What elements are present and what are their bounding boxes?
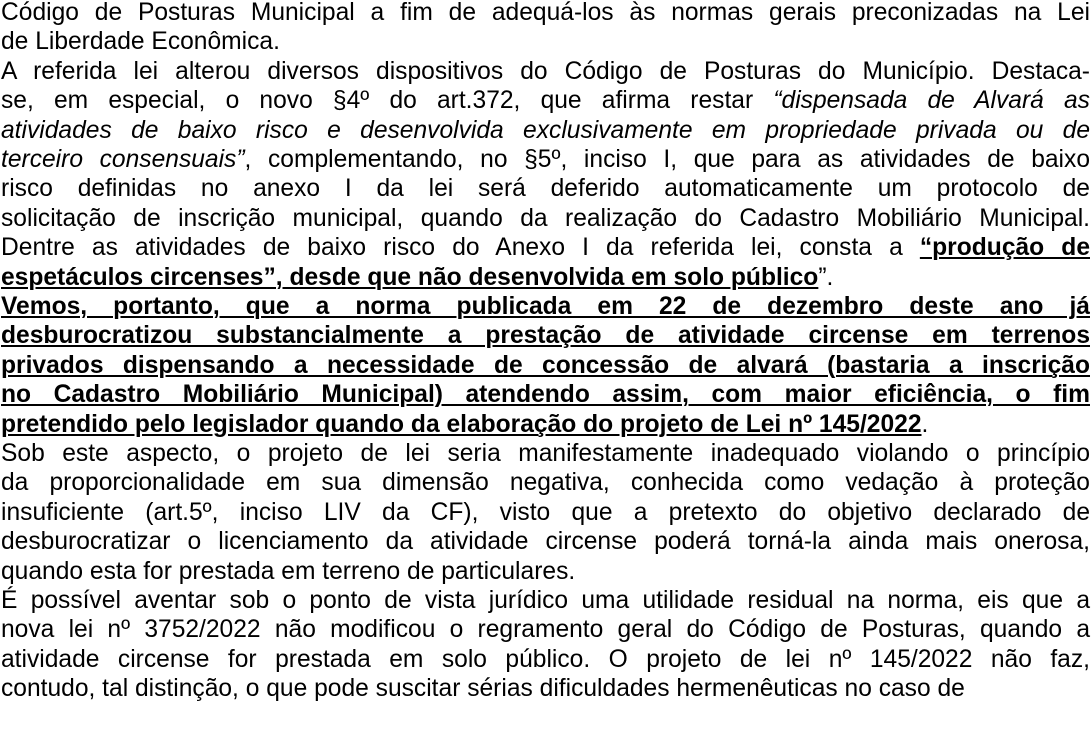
body-text: de Liberdade Econômica. [1,28,280,56]
emphasis-text: privados dispensando a necessidade de concessão de alvará (bastaria a inscrição [1,351,1090,379]
text-line [1,380,1090,409]
text-line [1,116,1090,145]
text-line [1,145,1090,174]
text-line [1,468,1090,497]
body-text: , complementando, no §5º, inciso I, que para as atividades de baixo [244,146,1090,173]
body-text: ”. [818,263,834,291]
text-line [1,0,1090,27]
text-line [1,615,1090,644]
body-text: Dentre as atividades de baixo risco do Anexo I da referida lei, consta a [1,234,920,262]
body-text: da proporcionalidade em sua dimensão negativa, conhecida como vedação à proteção [1,469,1090,497]
body-text: nova lei nº 3752/2022 não modificou o regramento geral do Código de Posturas, quando a [1,616,1090,644]
body-text: . [921,410,929,438]
body-text: insuficiente (art.5º, inciso LIV da CF), visto que a pretexto do objetivo declarado de [1,498,1090,526]
body-text: solicitação de inscrição municipal, quando da realização do Cadastro Mobiliário Municipal. [1,204,1090,232]
emphasis-text: pretendido pelo legislador quando da elaboração do projeto de Lei nº 145/2022 [1,410,922,438]
text-line [1,674,1090,703]
body-text: Código de Posturas Municipal a fim de adequá-los às normas gerais preconizadas na Lei [1,0,1090,26]
emphasis-text: no Cadastro Mobiliário Municipal) atendendo assim, com maior eficiência, o fim [1,381,1090,409]
text-line [1,439,1090,468]
text-line [1,351,1090,380]
quoted-text: terceiro consensuais” [1,146,245,173]
text-line [1,645,1090,674]
text-line [1,57,1090,86]
text-line [1,321,1090,350]
quoted-text: atividades de baixo risco e desenvolvida exclusivamente em propriedade privada ou de [1,116,1090,144]
text-line [1,527,1090,556]
text-line [1,174,1090,203]
body-text: desburocratizar o licenciamento da atividade circense poderá torná-la ainda mais onerosa, [1,528,1090,556]
body-text: quando esta for prestada em terreno de particulares. [1,557,576,585]
text-line [1,292,1090,321]
body-text: atividade circense for prestada em solo público. O projeto de lei nº 145/2022 não faz, [1,645,1090,673]
text-line [1,233,1090,262]
text-line [1,498,1090,527]
text-line [1,586,1090,615]
text-line [1,27,1090,56]
text-line [1,557,1090,586]
body-text: A referida lei alterou diversos dispositivos do Código de Posturas do Município. Destaca- [1,57,1090,85]
body-text: contudo, tal distinção, o que pode suscitar sérias dificuldades hermenêuticas no caso de [1,675,965,703]
emphasis-text: “produção de [919,234,1090,262]
emphasis-text: espetáculos circenses”, desde que não desenvolvida em solo público [1,263,819,291]
body-text: É possível aventar sob o ponto de vista jurídico uma utilidade residual na norma, eis que a [1,587,1090,614]
emphasis-text: desburocratizou substancialmente a prestação de atividade circense em terrenos [1,322,1090,350]
text-line [1,204,1090,233]
body-text: Sob este aspecto, o projeto de lei seria manifestamente inadequado violando o princípio [1,440,1090,467]
text-line [1,86,1090,115]
quoted-text: “dispensada de Alvará as [773,87,1090,115]
text-line [1,263,1090,292]
body-text: se, em especial, o novo §4º do art.372, que afirma restar [1,87,774,115]
text-line [1,410,1090,439]
body-text: risco definidas no anexo I da lei será deferido automaticamente um protocolo de [1,175,1090,203]
emphasis-text: Vemos, portanto, que a norma publicada em 22 de dezembro deste ano já [1,293,1090,320]
